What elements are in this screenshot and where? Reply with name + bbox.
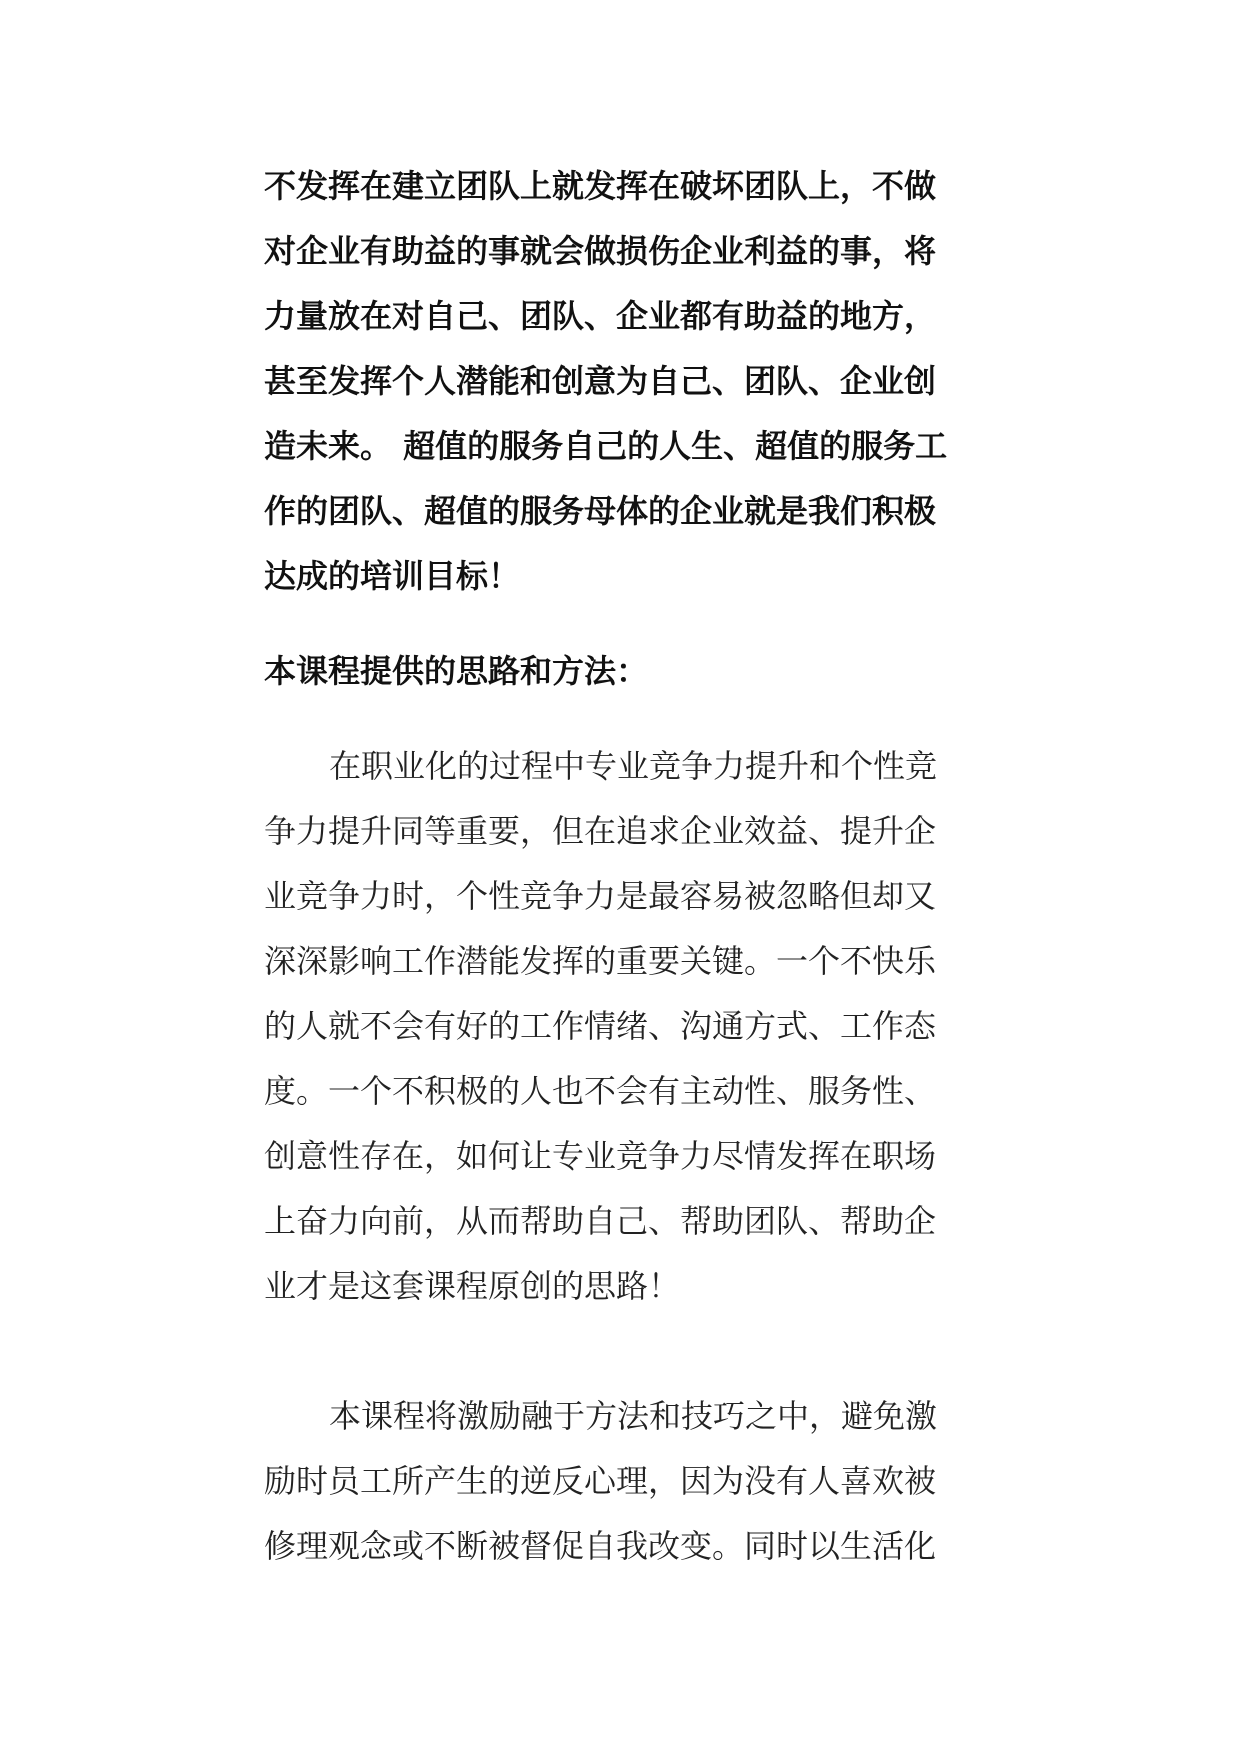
text-line: 业才是这套课程原创的思路！ bbox=[264, 1267, 681, 1305]
text-line: 度。一个不积极的人也不会有主动性、服务性、 bbox=[264, 1072, 937, 1110]
text-line: 达成的培训目标！ bbox=[264, 557, 521, 595]
text-line: 力量放在对自己、团队、企业都有助益的地方， bbox=[264, 297, 937, 335]
section-heading: 本课程提供的思路和方法： bbox=[264, 652, 649, 690]
text-line: 创意性存在，如何让专业竞争力尽情发挥在职场 bbox=[264, 1137, 937, 1175]
text-line: 在职业化的过程中专业竞争力提升和个性竞 bbox=[329, 747, 938, 785]
text-line: 的人就不会有好的工作情绪、沟通方式、工作态 bbox=[264, 1007, 937, 1045]
text-line: 修理观念或不断被督促自我改变。同时以生活化 bbox=[264, 1527, 937, 1565]
text-line: 上奋力向前，从而帮助自己、帮助团队、帮助企 bbox=[264, 1202, 937, 1240]
text-line: 造未来。 超值的服务自己的人生、超值的服务工 bbox=[264, 427, 948, 465]
text-line: 深深影响工作潜能发挥的重要关键。一个不快乐 bbox=[264, 942, 937, 980]
text-line: 甚至发挥个人潜能和创意为自己、团队、企业创 bbox=[264, 362, 937, 400]
text-line: 对企业有助益的事就会做损伤企业利益的事，将 bbox=[264, 232, 937, 270]
text-line: 不发挥在建立团队上就发挥在破坏团队上，不做 bbox=[264, 167, 937, 205]
text-line: 业竞争力时，个性竞争力是最容易被忽略但却又 bbox=[264, 877, 937, 915]
text-line: 作的团队、超值的服务母体的企业就是我们积极 bbox=[264, 492, 937, 530]
text-line: 本课程将激励融于方法和技巧之中，避免激 bbox=[329, 1397, 938, 1435]
text-line: 励时员工所产生的逆反心理，因为没有人喜欢被 bbox=[264, 1462, 937, 1500]
text-line: 争力提升同等重要，但在追求企业效益、提升企 bbox=[264, 812, 937, 850]
